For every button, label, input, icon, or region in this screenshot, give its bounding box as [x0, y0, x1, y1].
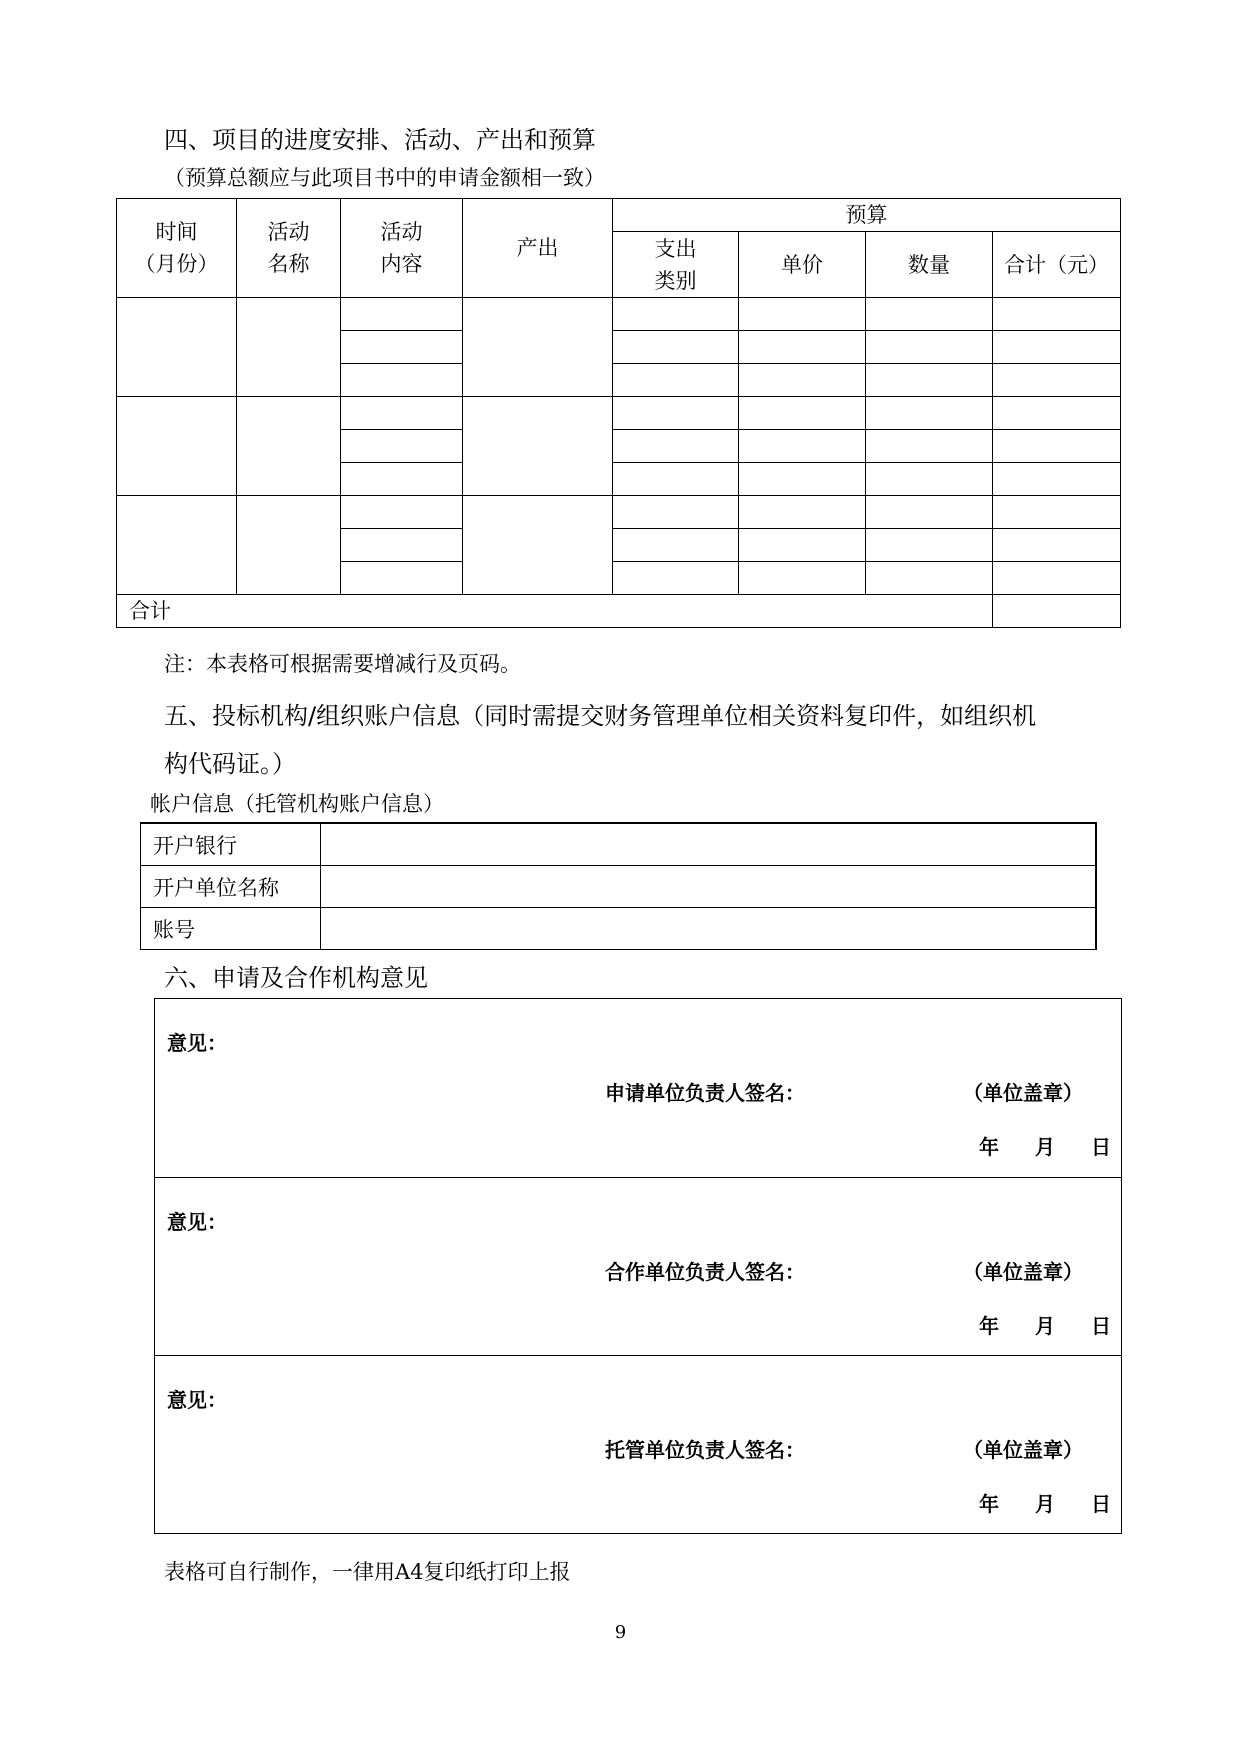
- table-cell: [993, 364, 1121, 397]
- table-cell: [613, 364, 739, 397]
- account-number-label: 账号: [141, 908, 321, 950]
- opinion-label: 意见：: [167, 1210, 227, 1234]
- day-label: 日: [1091, 1314, 1111, 1338]
- bank-label: 开户银行: [141, 823, 321, 866]
- unit-seal-label: （单位盖章）: [963, 1081, 1083, 1105]
- month-label: 月: [1035, 1135, 1055, 1159]
- table-cell: [613, 298, 739, 331]
- table-cell: [237, 298, 341, 397]
- applicant-signature-label: 申请单位负责人签名：: [605, 1081, 805, 1105]
- table-cell: [866, 463, 993, 496]
- opinion-partner: [155, 1177, 1121, 1356]
- table-cell: [341, 364, 463, 397]
- table-cell: [341, 496, 463, 529]
- table-cell: [866, 529, 993, 562]
- month-label: 月: [1035, 1314, 1055, 1338]
- table-cell: [866, 331, 993, 364]
- opinion-applicant: [155, 999, 1121, 1177]
- table-cell: [866, 397, 993, 430]
- table-cell: [117, 298, 237, 397]
- table-cell: [866, 364, 993, 397]
- header-output: 产出: [463, 199, 613, 298]
- table-cell: [739, 430, 866, 463]
- table-cell: [613, 430, 739, 463]
- total-row-value: [993, 595, 1121, 628]
- table-cell: [341, 397, 463, 430]
- total-row-label: 合计: [117, 595, 993, 628]
- table-row: [141, 866, 1097, 908]
- table-cell: [117, 496, 237, 595]
- year-label: 年: [979, 1314, 999, 1338]
- opinion-label: 意见：: [167, 1388, 227, 1412]
- total-row: [117, 595, 1121, 628]
- table-cell: [993, 331, 1121, 364]
- table-cell: [739, 298, 866, 331]
- table-cell: [341, 562, 463, 595]
- table-cell: [341, 430, 463, 463]
- unit-seal-label: （单位盖章）: [963, 1260, 1083, 1284]
- table-cell: [613, 397, 739, 430]
- table-cell: [739, 364, 866, 397]
- table-note: 注：本表格可根据需要增减行及页码。: [164, 652, 521, 676]
- table-cell: [866, 298, 993, 331]
- account-number-value: [321, 908, 1097, 950]
- table-cell: [866, 496, 993, 529]
- table-cell: [993, 463, 1121, 496]
- header-activity-name: 活动 名称: [237, 199, 341, 298]
- table-cell: [993, 496, 1121, 529]
- opinion-box: [154, 998, 1122, 1534]
- header-expense-category: 支出 类别: [613, 232, 739, 298]
- header-activity-content: 活动 内容: [341, 199, 463, 298]
- account-table: [140, 822, 1097, 950]
- opinion-custodian: [155, 1355, 1121, 1534]
- year-label: 年: [979, 1492, 999, 1516]
- header-unit-price: 单价: [739, 232, 866, 298]
- table-cell: [613, 331, 739, 364]
- table-cell: [341, 463, 463, 496]
- table-cell: [993, 430, 1121, 463]
- table-cell: [341, 529, 463, 562]
- table-cell: [866, 430, 993, 463]
- table-row: [117, 496, 1121, 529]
- table-row: [141, 823, 1097, 866]
- table-cell: [341, 331, 463, 364]
- header-total: 合计（元）: [993, 232, 1121, 298]
- account-name-value: [321, 866, 1097, 908]
- table-row: [117, 397, 1121, 430]
- table-row: [141, 908, 1097, 950]
- month-label: 月: [1035, 1492, 1055, 1516]
- table-cell: [463, 397, 613, 496]
- account-info-subtitle: 帐户信息（托管机构账户信息）: [150, 792, 444, 816]
- account-name-label: 开户单位名称: [141, 866, 321, 908]
- opinion-label: 意见：: [167, 1031, 227, 1055]
- table-cell: [463, 496, 613, 595]
- page-number: 9: [614, 1622, 627, 1643]
- table-cell: [739, 562, 866, 595]
- table-cell: [993, 298, 1121, 331]
- table-cell: [866, 562, 993, 595]
- section-5-title-line1: 五、投标机构/组织账户信息（同时需提交财务管理单位相关资料复印件，如组织机: [164, 702, 1037, 730]
- section-6-title: 六、申请及合作机构意见: [164, 964, 428, 992]
- table-cell: [117, 397, 237, 496]
- table-row: [117, 298, 1121, 331]
- table-cell: [613, 496, 739, 529]
- table-cell: [739, 331, 866, 364]
- footer-note: 表格可自行制作，一律用A4复印纸打印上报: [164, 1560, 571, 1584]
- table-cell: [739, 397, 866, 430]
- section-5-title-line2: 构代码证。）: [164, 750, 296, 778]
- section-4-subtitle: （预算总额应与此项目书中的申请金额相一致）: [164, 166, 605, 190]
- day-label: 日: [1091, 1135, 1111, 1159]
- table-cell: [613, 562, 739, 595]
- table-cell: [739, 463, 866, 496]
- bank-value: [321, 823, 1097, 866]
- section-4-title: 四、项目的进度安排、活动、产出和预算: [164, 126, 596, 154]
- table-cell: [993, 529, 1121, 562]
- year-label: 年: [979, 1135, 999, 1159]
- table-cell: [739, 529, 866, 562]
- partner-signature-label: 合作单位负责人签名：: [605, 1260, 805, 1284]
- budget-table: [116, 198, 1121, 628]
- header-time: 时间 （月份）: [117, 199, 237, 298]
- header-quantity: 数量: [866, 232, 993, 298]
- table-cell: [993, 562, 1121, 595]
- table-cell: [613, 463, 739, 496]
- table-cell: [341, 298, 463, 331]
- table-cell: [237, 397, 341, 496]
- unit-seal-label: （单位盖章）: [963, 1438, 1083, 1462]
- header-budget: 预算: [613, 199, 1121, 232]
- table-cell: [463, 298, 613, 397]
- table-cell: [993, 397, 1121, 430]
- day-label: 日: [1091, 1492, 1111, 1516]
- table-cell: [237, 496, 341, 595]
- table-cell: [613, 529, 739, 562]
- table-cell: [739, 496, 866, 529]
- custodian-signature-label: 托管单位负责人签名：: [605, 1438, 805, 1462]
